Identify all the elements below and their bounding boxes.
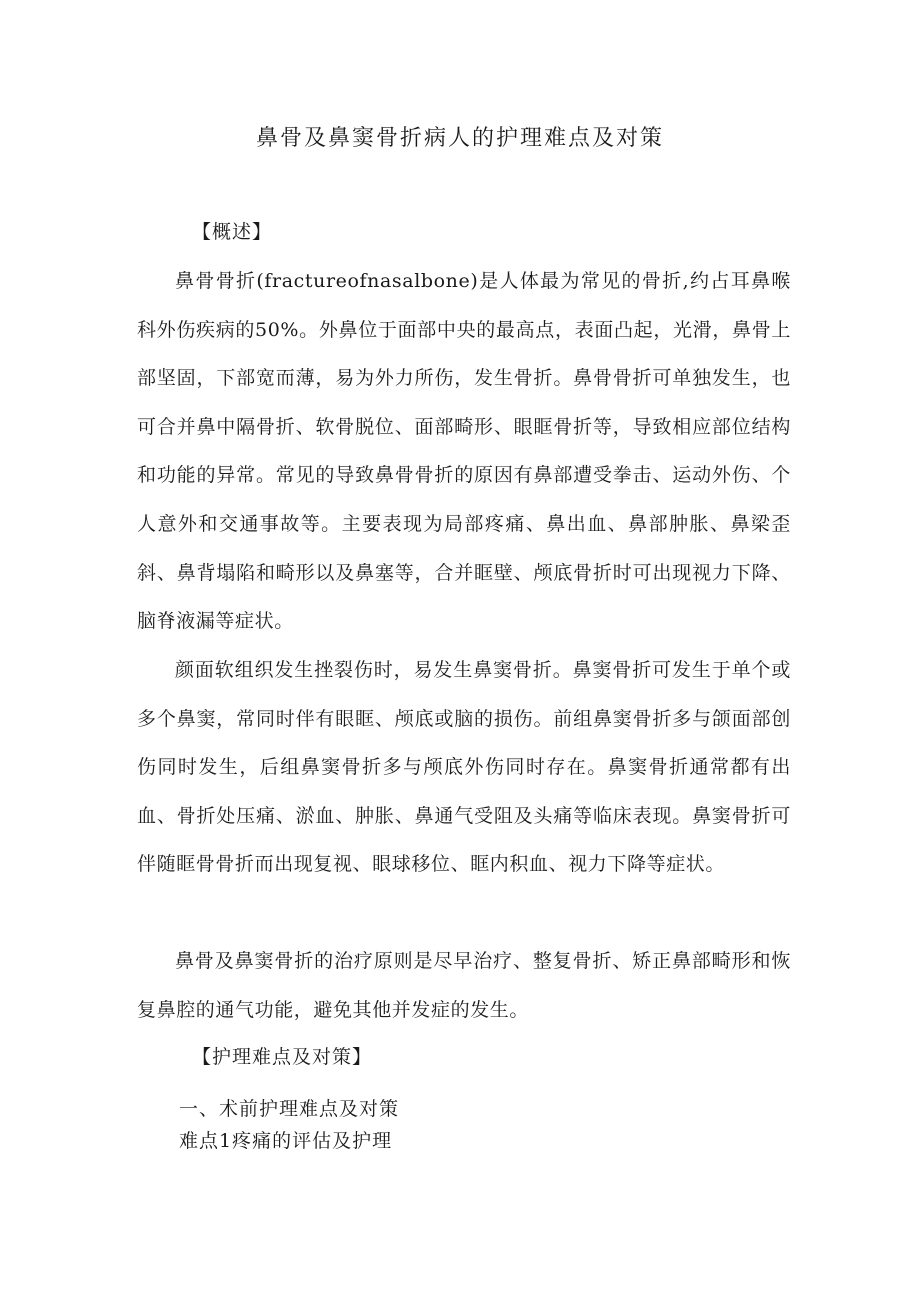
section-heading-overview: 【概述】 [192, 221, 273, 243]
paragraph-treatment-principle: 鼻骨及鼻窦骨折的治疗原则是尽早治疗、整复骨折、矫正鼻部畸形和恢复鼻腔的通气功能，避免其他并发症的发生。 [137, 950, 791, 1021]
document-title: 鼻骨及鼻窦骨折病人的护理难点及对策 [255, 126, 664, 151]
difficulty-item-1: 难点1疼痛的评估及护理 [179, 1130, 393, 1152]
section-heading-nursing: 【护理难点及对策】 [192, 1046, 373, 1068]
paragraph-sinus-fracture: 颜面软组织发生挫裂伤时，易发生鼻窦骨折。鼻窦骨折可发生于单个或多个鼻窦，常同时伴有眼眶、颅底或脑的损伤。前组鼻窦骨折多与颌面部创伤同时发生，后组鼻窦骨折多与颅底外伤同时存在。鼻窦骨折通常都有出血、骨折处压痛、淤血、肿胀、鼻通气受阻及头痛等临床表现。鼻窦骨折可伴随眶骨骨折而出现复视、眼球移位、眶内积血、视力下降等症状。 [137, 659, 791, 876]
paragraph-nasal-fracture: 鼻骨骨折(fractureofnasalbone)是人体最为常见的骨折,约占耳鼻喉科外伤疾病的50%。外鼻位于面部中央的最高点，表面凸起，光滑，鼻骨上部坚固，下部宽而薄，易为外力所伤，发生骨折。鼻骨骨折可单独发生，也可合并鼻中隔骨折、软骨脱位、面部畸形、眼眶骨折等，导致相应部位结构和功能的异常。常见的导致鼻骨骨折的原因有鼻部遭受拳击、运动外伤、个人意外和交通事故等。主要表现为局部疼痛、鼻出血、鼻部肿胀、鼻梁歪斜、鼻背塌陷和畸形以及鼻塞等，合并眶壁、颅底骨折时可出现视力下降、脑脊液漏等症状。 [137, 270, 791, 633]
subsection-preoperative: 一、术前护理难点及对策 [179, 1098, 400, 1120]
